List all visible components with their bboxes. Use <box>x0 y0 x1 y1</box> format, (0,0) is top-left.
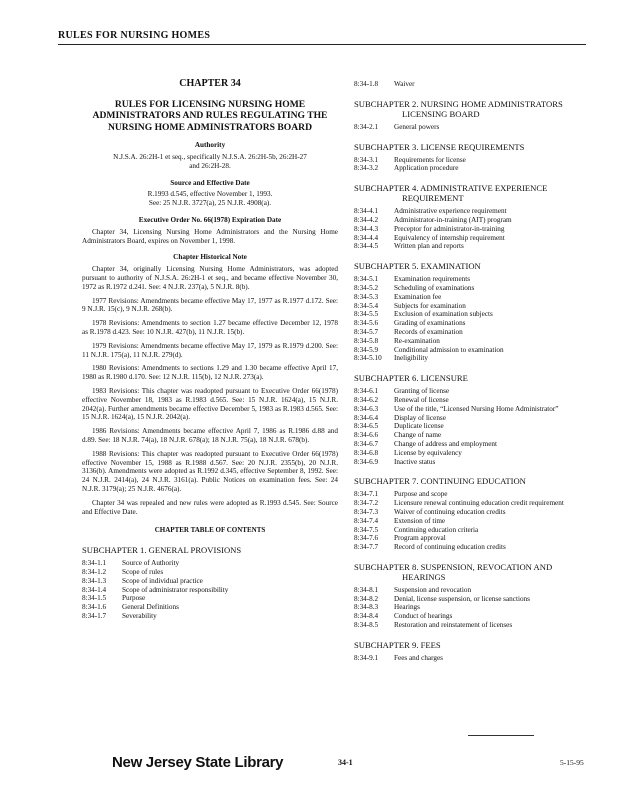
toc-item-number: 8:34-4.5 <box>354 242 379 251</box>
toc-item <box>354 275 594 284</box>
header-rule <box>58 44 586 45</box>
historical-paragraph: 1980 Revisions: Amendments to sections 1.29 and 1.30 became effective April 17, 1980 as R.1980 d.170. See: 12 N.J.R. 115(b), 12 N.J.R. 273(a). <box>82 364 338 382</box>
toc-item-name: Granting of license <box>394 387 450 396</box>
subchapter-title <box>354 142 594 152</box>
toc-item-number: 8:34-9.1 <box>354 653 379 662</box>
toc-item-name: Extension of time <box>394 516 446 525</box>
toc-item <box>354 517 594 526</box>
toc-item-number: 8:34-7.3 <box>354 507 379 516</box>
toc-item <box>354 123 594 132</box>
toc-item-name: Scope of administrator responsibility <box>122 585 229 594</box>
subchapter-title-line1: SUBCHAPTER 6. LICENSURE <box>354 373 468 384</box>
toc-item <box>354 431 594 440</box>
toc-item <box>354 405 594 414</box>
toc-item-name: Renewal of license <box>394 395 449 404</box>
running-header: RULES FOR NURSING HOMES <box>58 30 211 41</box>
subchapter-title-line1: SUBCHAPTER 5. EXAMINATION <box>354 261 481 272</box>
toc-item-name: Re-examination <box>394 336 440 345</box>
toc-item-number: 8:34-3.2 <box>354 164 379 173</box>
left-column <box>82 80 338 621</box>
toc-item-number: 8:34-5.8 <box>354 336 379 345</box>
subchapter-1-list <box>82 559 338 621</box>
toc-item <box>82 603 338 612</box>
toc-item-number: 8:34-5.9 <box>354 345 379 354</box>
toc-item <box>82 586 338 595</box>
chapter-title: RULES FOR LICENSING NURSING HOME ADMINISTRATORS AND RULES REGULATING THE NURSING HOME ADMINISTRATORS BOARD <box>92 98 328 133</box>
subchapter-title <box>354 562 594 582</box>
toc-item-number: 8:34-5.7 <box>354 327 379 336</box>
toc-item <box>354 440 594 449</box>
toc-item-name: Ineligibility <box>394 354 428 363</box>
toc-item <box>354 595 594 604</box>
historical-paragraph: Chapter 34, originally Licensing Nursing Home Administrators, was adopted pursuant to authority of N.J.S.A. 26:2H-1 et seq., and became effective November 30, 1972 as R.1972 d.241. See: 4 N.J.R. 237(a), 5 N.J.R. 8(b). <box>82 265 338 291</box>
toc-item-number: 8:34-1.8 <box>354 80 379 88</box>
toc-item-number: 8:34-7.5 <box>354 525 379 534</box>
subchapter-title-line2: HEARINGS <box>402 571 446 582</box>
toc-item <box>354 612 594 621</box>
toc-item-name: Scope of rules <box>122 567 164 576</box>
toc-item-number: 8:34-7.4 <box>354 516 379 525</box>
toc-item-name: Display of license <box>394 413 446 422</box>
toc-item-number: 8:34-6.4 <box>354 413 379 422</box>
end-rule <box>468 735 534 736</box>
toc-item-name: Administrator-in-training (AIT) program <box>394 215 512 224</box>
toc-item <box>354 534 594 543</box>
source-text-1: R.1993 d.545, effective November 1, 1993. <box>147 190 273 199</box>
toc-item <box>354 225 594 234</box>
toc-item <box>354 586 594 595</box>
subchapter-list <box>354 99 594 663</box>
toc-item-number: 8:34-3.1 <box>354 155 379 164</box>
toc-item <box>354 396 594 405</box>
toc-item-number: 8:34-1.2 <box>82 567 107 576</box>
toc-item-name: Subjects for examination <box>394 301 466 310</box>
toc-item-name: Duplicate license <box>394 422 444 431</box>
toc-item-name: Purpose and scope <box>394 490 448 499</box>
toc-item <box>354 164 594 173</box>
toc-item-number: 8:34-4.1 <box>354 207 379 216</box>
historical-paragraph: 1978 Revisions: Amendments to section 1.27 became effective December 12, 1978 as R.1978 d.423. See: 10 N.J.R. 427(b), 11 N.J.R. 15(b). <box>82 319 338 337</box>
toc-item-name: Restoration and reinstatement of licenses <box>394 621 513 630</box>
toc-item-name: Source of Authority <box>122 559 180 568</box>
toc-item-number: 8:34-6.3 <box>354 404 379 413</box>
right-column <box>354 80 594 663</box>
toc-item <box>354 284 594 293</box>
toc-item-number: 8:34-5.1 <box>354 275 379 284</box>
toc-item <box>354 414 594 423</box>
toc-item <box>354 449 594 458</box>
toc-item-name: Severability <box>122 611 157 620</box>
subchapter-title <box>354 640 594 650</box>
toc-item <box>354 156 594 165</box>
toc-item-number: 8:34-2.1 <box>354 122 379 131</box>
toc-item-name: Fees and charges <box>394 653 443 662</box>
toc-item-number: 8:34-5.3 <box>354 292 379 301</box>
toc-item-name: Exclusion of examination subjects <box>394 310 493 319</box>
subchapter-title <box>354 99 594 119</box>
subchapter-title-line1: SUBCHAPTER 9. FEES <box>354 639 441 650</box>
toc-item-name: Hearings <box>394 603 420 612</box>
toc-item-name: Grading of examinations <box>394 319 466 328</box>
toc-item-number: 8:34-6.8 <box>354 448 379 457</box>
library-stamp: New Jersey State Library <box>112 754 284 771</box>
toc-item <box>354 499 594 508</box>
toc-item-name: Change of address and employment <box>394 439 497 448</box>
toc-item <box>354 310 594 319</box>
page-date: 5-15-95 <box>560 758 584 767</box>
historical-note <box>82 265 338 516</box>
toc-item-number: 8:34-8.1 <box>354 585 379 594</box>
subchapter-title-line1: SUBCHAPTER 7. CONTINUING EDUCATION <box>354 476 526 487</box>
toc-item-number: 8:34-6.1 <box>354 387 379 396</box>
toc-item <box>354 387 594 396</box>
toc-item-number: 8:34-5.10 <box>354 354 382 363</box>
toc-item <box>354 422 594 431</box>
toc-item <box>354 603 594 612</box>
subchapter-title-line1: SUBCHAPTER 2. NURSING HOME ADMINISTRATORS <box>354 98 563 109</box>
page-number: 34-1 <box>338 758 353 767</box>
toc-item-number: 8:34-1.3 <box>82 576 107 585</box>
toc-item-name: Conditional admission to examination <box>394 345 504 354</box>
executive-order-text: Chapter 34, Licensing Nursing Home Administrators and the Nursing Home Administrators Board, expires on November 1, 1998. <box>82 227 338 245</box>
subchapter-title-line2: LICENSING BOARD <box>402 108 480 119</box>
toc-item-name: Purpose <box>122 594 146 603</box>
authority-text: N.J.S.A. 26:2H-1 et seq., specifically N.J.S.A. 26:2H-5b, 26:2H-27 and 26:2H-28. <box>113 153 307 170</box>
toc-item <box>82 594 338 603</box>
toc-item <box>354 621 594 630</box>
subchapter-title-line1: SUBCHAPTER 3. LICENSE REQUIREMENTS <box>354 141 525 152</box>
toc-item-number: 8:34-7.1 <box>354 490 379 499</box>
toc-item <box>82 568 338 577</box>
historical-paragraph: 1986 Revisions: Amendments became effective April 7, 1986 as R.1986 d.88 and d.89. See: 18 N.J.R. 74(a), 18 N.J.R. 678(a); 18 N.J.R. 75(a), 18 N.J.R. 678(b). <box>82 427 338 445</box>
subchapter-title <box>354 476 594 486</box>
toc-item-number: 8:34-6.7 <box>354 439 379 448</box>
toc-item-name: Record of continuing education credits <box>394 543 506 552</box>
toc-item-number: 8:34-5.2 <box>354 283 379 292</box>
toc-item-number: 8:34-6.5 <box>354 422 379 431</box>
toc-item-name: Program approval <box>394 534 446 543</box>
toc-item-number: 8:34-8.4 <box>354 612 379 621</box>
historical-paragraph: 1983 Revisions: This chapter was readopted pursuant to Executive Order 66(1978) effective November 18, 1983 as R.1983 d.565. See: 15 N.J.R. 1624(a), 15 N.J.R. 2042(a). Further amendments became effective December 5, 1983 as R.1983 d.565. See: 15 N.J.R. 1624(a), 15 N.J.R. 2042(a). <box>82 387 338 422</box>
toc-item-number: 8:34-8.5 <box>354 621 379 630</box>
toc-item <box>354 337 594 346</box>
toc-item-name: Equivalency of internship requirement <box>394 233 505 242</box>
toc-item <box>354 458 594 467</box>
toc-heading: CHAPTER TABLE OF CONTENTS <box>154 526 266 535</box>
subchapter-1-title: SUBCHAPTER 1. GENERAL PROVISIONS <box>82 545 242 556</box>
toc-item-number: 8:34-6.2 <box>354 395 379 404</box>
toc-item <box>354 508 594 517</box>
historical-note-heading: Chapter Historical Note <box>173 253 247 262</box>
toc-item <box>354 543 594 552</box>
toc-item <box>354 216 594 225</box>
toc-item <box>354 242 594 251</box>
toc-item-number: 8:34-7.7 <box>354 543 379 552</box>
toc-item-number: 8:34-6.9 <box>354 457 379 466</box>
toc-item <box>354 319 594 328</box>
toc-item <box>354 654 594 663</box>
subchapter-title-line1: SUBCHAPTER 8. SUSPENSION, REVOCATION AND <box>354 561 553 572</box>
toc-item <box>82 612 338 621</box>
source-text-2: See: 25 N.J.R. 3727(a), 25 N.J.R. 4908(a). <box>148 199 272 208</box>
toc-item-number: 8:34-8.2 <box>354 594 379 603</box>
subchapter-title <box>354 183 594 203</box>
toc-item-name: Scope of individual practice <box>122 576 203 585</box>
toc-item-name: Inactive status <box>394 457 436 466</box>
toc-item <box>354 234 594 243</box>
toc-item-name: General Definitions <box>122 603 179 612</box>
toc-item-number: 8:34-6.6 <box>354 431 379 440</box>
toc-item-name: Examination requirements <box>394 275 471 284</box>
toc-item-number: 8:34-8.3 <box>354 603 379 612</box>
historical-paragraph: 1988 Revisions: This chapter was readopted pursuant to Executive Order 66(1978) effective November 15, 1988 as R.1988 d.567. See: 20 N.J.R. 2355(b), 20 N.J.R. 3136(b). Amendments were adopted as R.1992 d.345, effective September 8, 1992. See: 24 N.J.R. 2414(a), 24 N.J.R. 3161(a). Public Notices on examination fees. See: 24 N.J.R. 3179(a); 25 N.J.R. 4676(a). <box>82 449 338 493</box>
toc-item-name: Use of the title, “Licensed Nursing Home Administrator” <box>394 404 559 413</box>
toc-item <box>354 293 594 302</box>
authority-heading: Authority <box>194 141 226 150</box>
toc-item-name: Conduct of hearings <box>394 612 453 621</box>
toc-item-name: Waiver <box>394 80 415 88</box>
toc-item-number: 8:34-4.4 <box>354 233 379 242</box>
source-heading: Source and Effective Date <box>170 178 250 187</box>
toc-item-number: 8:34-1.6 <box>82 603 107 612</box>
toc-item-name: Application procedure <box>394 164 459 173</box>
toc-item <box>354 354 594 363</box>
subchapter-title <box>354 261 594 271</box>
historical-paragraph: Chapter 34 was repealed and new rules were adopted as R.1993 d.545. See: Source and Effective Date. <box>82 498 338 516</box>
toc-item-name: License by equivalency <box>394 448 462 457</box>
toc-item-name: Administrative experience requirement <box>394 207 507 216</box>
toc-item-name: Continuing education criteria <box>394 525 479 534</box>
toc-item-name: Preceptor for administrator-in-training <box>394 224 505 233</box>
subchapter-title-line2: REQUIREMENT <box>402 193 464 204</box>
toc-item <box>354 490 594 499</box>
toc-item-number: 8:34-5.6 <box>354 319 379 328</box>
toc-item-name: Requirements for license <box>394 155 466 164</box>
toc-item-number: 8:34-1.5 <box>82 594 107 603</box>
toc-item-number: 8:34-7.2 <box>354 499 379 508</box>
toc-item-name: Change of name <box>394 431 442 440</box>
toc-item-name: General powers <box>394 122 440 131</box>
toc-item-name: Suspension and revocation <box>394 585 472 594</box>
toc-item-number: 8:34-5.5 <box>354 310 379 319</box>
toc-item-number: 8:34-1.4 <box>82 585 107 594</box>
historical-paragraph: 1977 Revisions: Amendments became effective May 17, 1977 as R.1977 d.172. See: 9 N.J.R. 15(c), 9 N.J.R. 268(b). <box>82 296 338 314</box>
subchapter-title <box>354 373 594 383</box>
toc-item-name: Examination fee <box>394 292 442 301</box>
toc-item <box>354 328 594 337</box>
toc-item <box>354 302 594 311</box>
chapter-number: CHAPTER 34 <box>179 78 241 89</box>
toc-item-name: Written plan and reports <box>394 242 464 251</box>
subchapter-title-line1: SUBCHAPTER 4. ADMINISTRATIVE EXPERIENCE <box>354 183 548 194</box>
historical-paragraph: 1979 Revisions: Amendments became effective May 17, 1979 as R.1979 d.200. See: 11 N.J.R. 175(a), 11 N.J.R. 279(d). <box>82 341 338 359</box>
toc-item-name: Denial, license suspension, or license sanctions <box>394 594 530 603</box>
toc-item-number: 8:34-5.4 <box>354 301 379 310</box>
toc-item-name: Waiver of continuing education credits <box>394 507 506 516</box>
toc-item <box>82 577 338 586</box>
toc-item-number: 8:34-1.1 <box>82 559 107 568</box>
executive-order-heading: Executive Order No. 66(1978) Expiration Date <box>138 216 282 225</box>
toc-item-number: 8:34-4.3 <box>354 224 379 233</box>
toc-item <box>354 346 594 355</box>
toc-item-number: 8:34-1.7 <box>82 611 107 620</box>
toc-item-name: Records of examination <box>394 327 463 336</box>
toc-item <box>354 207 594 216</box>
toc-item-name: Scheduling of examinations <box>394 283 475 292</box>
toc-item <box>354 80 594 89</box>
toc-item <box>82 559 338 568</box>
toc-item-name: Licensure renewal continuing education credit requirement <box>394 499 564 508</box>
toc-item-number: 8:34-4.2 <box>354 215 379 224</box>
toc-item-number: 8:34-7.6 <box>354 534 379 543</box>
toc-item <box>354 526 594 535</box>
